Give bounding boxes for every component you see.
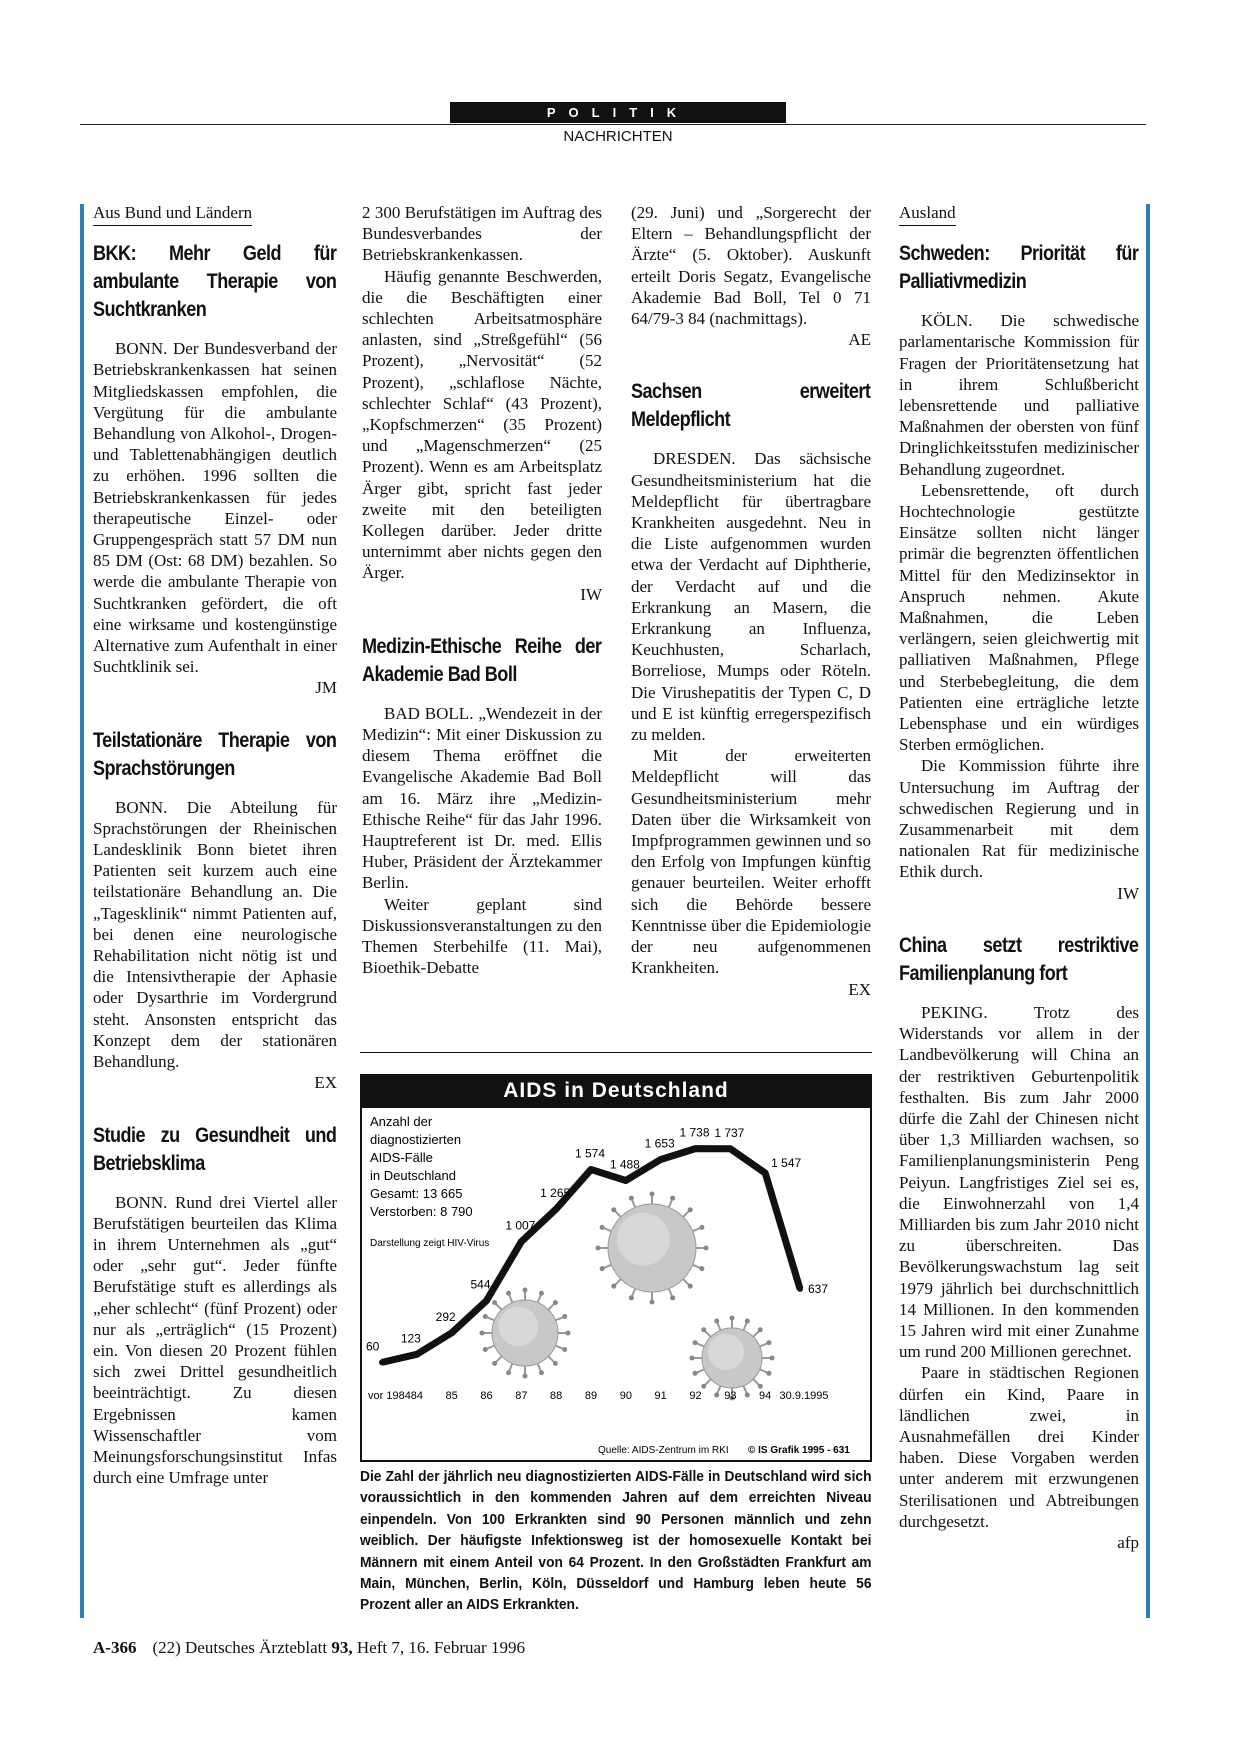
chart-info-line: Gesamt: 13 665 — [370, 1186, 463, 1201]
data-point — [727, 1146, 733, 1152]
chart-title: AIDS in Deutschland — [360, 1074, 872, 1108]
article-schweden-body: KÖLN. Die schwedische parlamentarische Kommission für Fragen der Prioritätensetzung hat in ihrem Schlußbericht lebensrettende und palliative Maßnahmen der obersten von fünf Dringlichkeitsstufen medizinischer Behandlung zugeordnet. — [899, 311, 1139, 479]
chart-info-line: in Deutschland — [370, 1168, 456, 1183]
article-schweden-body-3: Die Kommission führte ihre Untersuchung im Auftrag der schwedischen Regierung und in Zusammenarbeit mit dem nationalen Rat für medizinische Ethik durch. — [899, 756, 1139, 882]
tick-label: vor 1984 — [368, 1390, 411, 1402]
signature: IW — [580, 584, 602, 604]
article-sachsen-body: DRESDEN. Das sächsische Gesundheitsministerium hat die Meldepflicht für übertragbare Krankheiten ausgedehnt. Neu in die Liste aufgenommen wurden etwa der Verdacht auf Diphtherie, der Verdacht auf und die Erkrankung an Masern, die Erkrankung an Influenza, Keuchhusten, Scharlach, Borreliose, Mumps oder Röteln. Die Virushepatitis der Typen C, D und E ist künftig erregerspezifisch zu melden. — [631, 449, 871, 745]
tick-label: 92 — [689, 1390, 702, 1402]
article-china-body: PEKING. Trotz des Widerstands vor allem in der Landbevölkerung will China an der restriktiven Geburtenpolitik festhalten. Bis zum Jahr 2000 dürfe die Zahl der Chinesen nicht über 1,3 Milliarden wachsen, so Familienplanungsministerin Peng Peiyun. Langfristiges Ziel sei es, die Einwohnerzahl von 1,4 Milliarden bis zum Jahr 2010 nicht zu überschreiten. Das Bevölkerungswachstum lag seit 1979 jährlich bei durchschnittlich 14 Millionen. In den kommenden 15 Jahren wird mit einer Zunahme um rund 200 Millionen gerechnet. — [899, 1002, 1139, 1362]
signature: EX — [314, 1073, 337, 1093]
tick-label: 94 — [759, 1390, 772, 1402]
subsection-label: NACHRICHTEN — [563, 128, 673, 145]
header-rule — [80, 124, 1146, 125]
data-label: 1 488 — [609, 1157, 640, 1172]
headline-bad-boll: Medizin-Ethische Reihe der Akademie Bad Boll — [362, 634, 602, 686]
article-sprachstoerungen-body: BONN. Die Abteilung für Sprachstörungen der Rheinischen Landesklinik Bonn bietet ihren Patienten seit kurzem auch eine teilstationäre Behandlung an. Die „Tagesklinik“ nimmt Patienten auf, bei denen eine neurologische Rehabilitation nicht nötig ist und die Intensivtherapie der Aphasie oder Dysarthrie im Vordergrund steht. Ansonsten entspricht das Konzept dem der stationären Behandlung. — [93, 797, 337, 1072]
data-point — [449, 1330, 455, 1336]
article-betriebsklima-continued: 2 300 Berufstätigen im Auftrag des Bundesverbandes der Betriebskrankenkassen. — [362, 203, 602, 265]
data-label: 1 737 — [714, 1125, 745, 1140]
data-label: 292 — [435, 1309, 456, 1324]
article-bad-boll-body-2: Weiter geplant sind Diskussionsveranstaltungen zu den Themen Sterbehilfe (11. Mai), Bioethik-Debatte — [362, 894, 602, 978]
article-sachsen-body-2: Mit der erweiterten Meldepflicht will das Gesundheitsministerium mehr Daten über die Wirksamkeit von Impfprogrammen gewinnen und so den Erfolg von Impfungen künftig genauer beurteilen. Weiter erhofft sich die Behörde bessere Kenntnisse über die Epidemiologie der neu aufgenommenen Krankheiten. — [631, 746, 871, 978]
headline-sachsen: Sachsen erweitert Meldepflicht — [631, 380, 871, 432]
data-label: 1 007 — [505, 1218, 536, 1233]
signature: AE — [848, 330, 871, 350]
chart-info-line: AIDS-Fälle — [370, 1150, 433, 1165]
chart-info-line: Anzahl der — [370, 1114, 433, 1129]
data-label: 1 653 — [644, 1136, 675, 1151]
article-betriebsklima-body: BONN. Rund drei Viertel aller Berufstätigen beurteilen das Klima in ihrem Unternehmen als „gut“ oder „sehr gut“. Jeder fünfte Berufstätige stuft es allerdings als „eher schlecht“ (fünf Prozent) oder nur als „erträglich“ (15 Prozent) ein. Von diesen 20 Prozent fühlen sich zwei Drittel gesundheitlich beeinträchtigt. Zu diesen Ergebnissen kamen Wissenschaftler vom Meinungsforschungsinstitut Infas durch eine Umfrage unter — [93, 1192, 337, 1488]
chart-info-line: Verstorben: 8 790 — [370, 1204, 473, 1219]
right-margin-bar — [1146, 204, 1150, 1618]
tick-label: 87 — [515, 1390, 528, 1402]
data-point — [658, 1156, 664, 1162]
citation-post: Heft 7, 16. Februar 1996 — [352, 1638, 525, 1657]
data-point — [623, 1177, 629, 1183]
aids-line-chart — [362, 1108, 870, 1460]
tick-label: 86 — [480, 1390, 493, 1402]
signature: EX — [848, 979, 871, 999]
headline-betriebsklima: Studie zu Gesundheit und Betriebsklima — [93, 1123, 337, 1175]
column-4 — [899, 202, 1139, 1553]
signature: JM — [315, 678, 337, 698]
data-label: 1 265 — [540, 1185, 571, 1200]
data-label: 1 738 — [679, 1125, 710, 1140]
tick-label: 30.9.1995 — [779, 1390, 829, 1402]
kicker-ausland: Ausland — [899, 202, 956, 226]
data-point — [693, 1146, 699, 1152]
citation-volume: 93, — [331, 1638, 353, 1657]
article-schweden-body-2: Lebensrettende, oft durch Hochtechnologie gestützte Einsätze sollten nicht länger primär die begrenzten öffentlichen Mittel für den Medizinsektor in Anspruch nehmen. Akute Maßnahmen, die Leben verlängern, seien gleichwertig mit palliativen Maßnahmen, Pflege und Sterbebegleitung, die dem Patienten eine erträgliche letzte Lebensphase und ein würdiges Sterben ermöglichen. — [899, 480, 1139, 755]
citation-pre: (22) Deutsches Ärzteblatt — [152, 1638, 332, 1657]
article-bad-boll-continued: (29. Juni) und „Sorgerecht der Eltern – Behandlungspflicht der Ärzte“ (5. Oktober). Auskunft erteilt Doris Segatz, Evangelische Akademie Bad Boll, Tel 0 71 64/79-3 84 (nachmittags). — [631, 203, 871, 329]
data-label: 60 — [366, 1339, 380, 1354]
article-bkk-body: BONN. Der Bundesverband der Betriebskrankenkassen hat seinen Mitgliedskassen empfohlen, die Vergütung für die ambulante Behandlung von Alkohol-, Drogen- und Tablettenabhängigen deutlich zu erhöhen. 1996 sollten die Betriebskrankenkassen für jedes therapeutische Einzel- oder Gruppengespräch statt 57 DM nun 85 DM (Ost: 68 DM) bezahlen. So werde die ambulante Therapie von Suchtkranken gefördert, die oft eine wirksame und kostengünstige Alternative zum Aufenthalt in einer Suchtklinik sei. — [93, 339, 337, 677]
tick-label: 91 — [654, 1390, 667, 1402]
tick-label: 85 — [445, 1390, 458, 1402]
page-footer — [93, 1638, 525, 1658]
signature: afp — [1117, 1532, 1139, 1552]
column-2 — [362, 202, 602, 979]
tick-label: 90 — [619, 1390, 632, 1402]
left-margin-bar — [80, 204, 84, 1618]
data-label: 123 — [400, 1331, 421, 1346]
article-betriebsklima-continued-2: Häufig genannte Beschwerden, die die Beschäftigten einer schlechten Arbeitsatmosphäre anlasten, sind „Streßgefühl“ (56 Prozent), „Nervosität“ (52 Prozent), „schlaflose Nächte, schlechter Schlaf“ (43 Prozent), „Kopfschmerzen“ (35 Prozent) und „Magenschmerzen“ (25 Prozent). Wenn es am Arbeitsplatz Ärger gibt, spricht fast jeder zweite mit den beteiligten Kollegen darüber. Jeder dritte unternimmt aber nichts gegen den Ärger. — [362, 266, 602, 583]
data-point — [518, 1239, 524, 1245]
tick-label: 89 — [584, 1390, 598, 1402]
tick-label: 93 — [724, 1390, 737, 1402]
column-3 — [631, 202, 871, 1000]
page-number: A-366 — [93, 1638, 137, 1657]
data-label: 1 547 — [771, 1155, 802, 1170]
data-point — [797, 1286, 803, 1292]
article-china-body-2: Paare in städtischen Regionen dürfen ein Kind, Paare in ländlichen zwei, in Ausnahmefällen drei Kinder haben. Diese Vorgaben werden unter anderem mit erzwungenen Sterilisationen und Abtreibungen durchgesetzt. — [899, 1363, 1139, 1531]
data-label: 637 — [808, 1281, 829, 1296]
signature: IW — [1117, 883, 1139, 903]
data-point — [553, 1206, 559, 1212]
headline-china: China setzt restriktive Familienplanung fort — [899, 933, 1139, 985]
tick-label: 84 — [410, 1390, 423, 1402]
data-point — [762, 1170, 768, 1176]
chart-caption: Die Zahl der jährlich neu diagnostizierten AIDS-Fälle in Deutschland wird sich voraussichtlich in den kommenden Jahren auf dem erreichten Niveau einpendeln. Von 100 Erkrankten sind 90 Personen männlich und zehn weiblich. Der häufigste Infektionsweg ist der homosexuelle Kontakt bei Männern mit einem Anteil von 64 Prozent. In den Großstädten Frankfurt am Main, München, Berlin, Köln, Düsseldorf und Hamburg leben heute 56 Prozent aller an AIDS Erkrankten. — [360, 1468, 872, 1614]
chart-top-rule — [360, 1052, 872, 1053]
article-bad-boll-body: BAD BOLL. „Wendezeit in der Medizin“: Mit einer Diskussion zu diesem Thema eröffnet die Evangelische Akademie Bad Boll am 16. März ihre „Medizin-Ethische Reihe“ für das Jahr 1996. Hauptreferent ist Dr. med. Ellis Huber, Präsident der Ärztekammer Berlin. — [362, 703, 602, 893]
data-label: 544 — [470, 1277, 491, 1292]
chart-info-block — [370, 1114, 489, 1249]
data-point — [588, 1167, 594, 1173]
kicker-bund-laender: Aus Bund und Ländern — [93, 202, 252, 226]
chart-source: Quelle: AIDS-Zentrum im RKI — [598, 1445, 729, 1456]
headline-bkk: BKK: Mehr Geld für ambulante Therapie von Suchtkranken — [93, 242, 337, 322]
data-point — [379, 1359, 385, 1365]
section-banner: POLITIK — [450, 102, 786, 123]
column-1 — [93, 202, 337, 1488]
headline-schweden: Schweden: Priorität für Palliativmedizin — [899, 242, 1139, 294]
data-point — [484, 1298, 490, 1304]
data-label: 1 574 — [575, 1146, 606, 1161]
tick-label: 88 — [550, 1390, 563, 1402]
chart-info-line: diagnostizierten — [370, 1132, 462, 1147]
headline-sprachstoerungen: Teilstationäre Therapie von Sprachstörungen — [93, 728, 337, 780]
chart-note: Darstellung zeigt HIV-Virus — [370, 1238, 490, 1249]
data-point — [414, 1351, 420, 1357]
chart-credit: © IS Grafik 1995 - 631 — [748, 1445, 850, 1456]
